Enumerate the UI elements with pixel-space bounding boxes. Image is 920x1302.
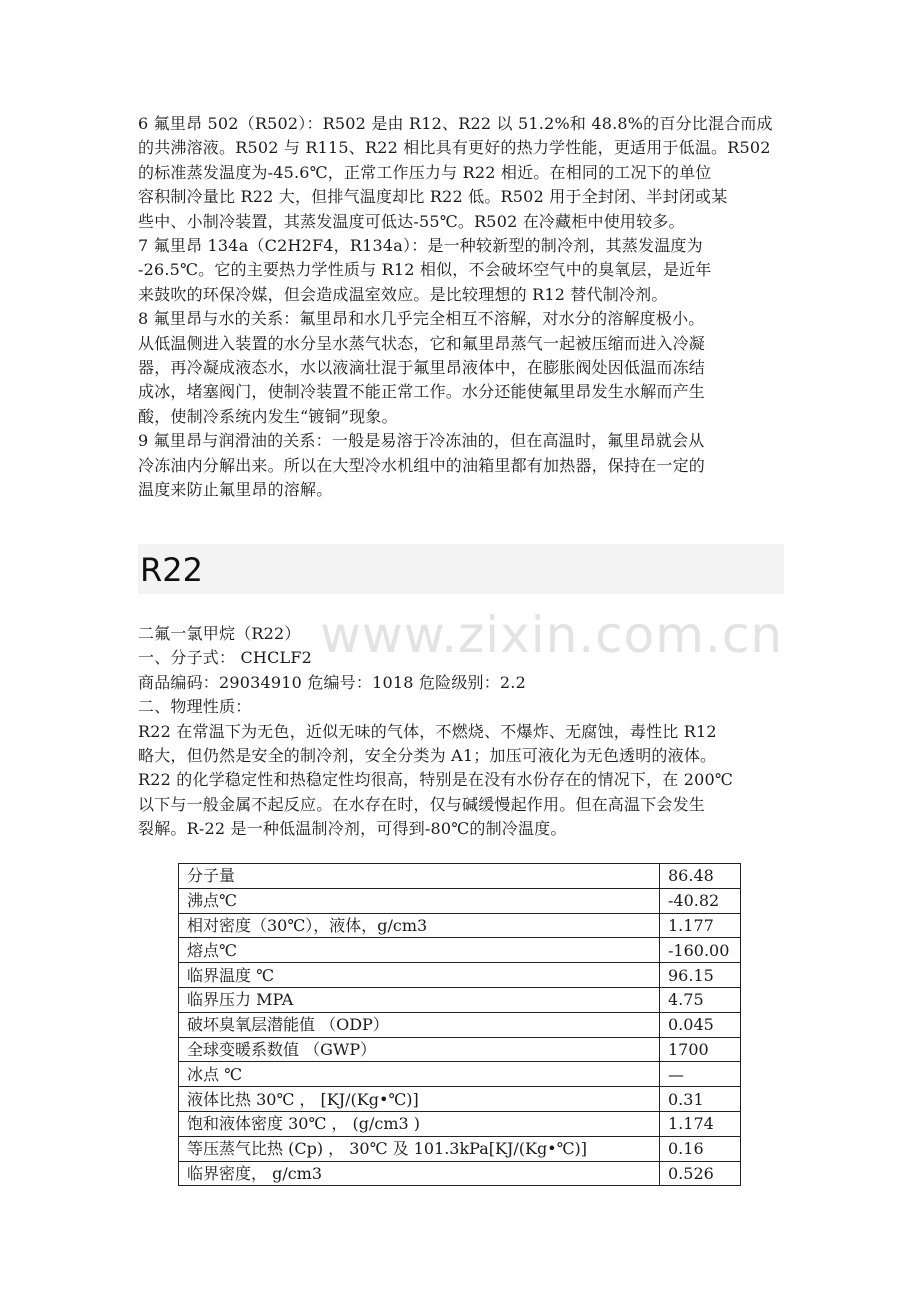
table-row (179, 1012, 741, 1037)
property-name: 临界密度， g/cm3 (179, 1161, 660, 1186)
text-line: 来鼓吹的环保冷媒，但会造成温室效应。是比较理想的 R12 替代制冷剂。 (138, 284, 668, 304)
property-value: 0.16 (660, 1136, 741, 1161)
table-row (179, 1062, 741, 1087)
property-value: 1.177 (660, 913, 741, 938)
property-name: 冰点 ℃ (179, 1062, 660, 1087)
text-line: 酸，使制冷系统内发生“镀铜”现象。 (138, 406, 398, 426)
section-heading (138, 544, 784, 594)
table-row (179, 1161, 741, 1186)
table-row (179, 1037, 741, 1062)
property-name: 分子量 (179, 864, 660, 889)
text-line: 7 氟里昂 134a（C2H2F4，R134a）：是一种较新型的制冷剂，其蒸发温度为 (138, 236, 703, 256)
property-value: 1.174 (660, 1111, 741, 1136)
text-line: 9 氟里昂与润滑油的关系：一般是易溶于冷冻油的，但在高温时，氟里昂就会从 (138, 431, 705, 451)
property-name: 饱和液体密度 30℃ ， (g/cm3 ) (179, 1111, 660, 1136)
table-row (179, 1111, 741, 1136)
text-line: 容积制冷量比 R22 大，但排气温度却比 R22 低。R502 用于全封闭、半封闭或某 (138, 187, 728, 207)
text-line: 成冰，堵塞阀门，使制冷装置不能正常工作。水分还能使氟里昂发生水解而产生 (138, 382, 706, 402)
heading-title: R22 (140, 551, 203, 589)
table-row (179, 987, 741, 1012)
property-value: -40.82 (660, 888, 741, 913)
property-value: — (660, 1062, 741, 1087)
property-name: 相对密度（30℃），液体，g/cm3 (179, 913, 660, 938)
table-row (179, 888, 741, 913)
property-name: 等压蒸气比热 (Cp) ， 30℃ 及 101.3kPa[KJ/(Kg•℃)] (179, 1136, 660, 1161)
table-row (179, 913, 741, 938)
text-line: -26.5℃。它的主要热力学性质与 R12 相似，不会破坏空气中的臭氧层，是近年 (138, 260, 712, 280)
text-line: 一、分子式： CHCLF2 (138, 648, 313, 668)
property-name: 破坏臭氧层潜能值 （ODP） (179, 1012, 660, 1037)
property-value: 0.526 (660, 1161, 741, 1186)
watermark: www.zixin.com.cn (320, 606, 784, 664)
property-value: 86.48 (660, 864, 741, 889)
table-row (179, 1136, 741, 1161)
text-line: 略大，但仍然是安全的制冷剂，安全分类为 A1；加压可液化为无色透明的液体。 (138, 746, 717, 766)
text-line: 些中、小制冷装置，其蒸发温度可低达-55℃。R502 在冷藏柜中使用较多。 (138, 211, 685, 231)
text-line: R22 在常温下为无色，近似无味的气体，不燃烧、不爆炸、无腐蚀，毒性比 R12 (138, 721, 717, 741)
property-value: -160.00 (660, 938, 741, 963)
property-value: 4.75 (660, 987, 741, 1012)
section1-paragraph (138, 112, 788, 503)
table-row (179, 864, 741, 889)
text-line: 商品编码：29034910 危编号：1018 危险级别：2.2 (138, 672, 526, 692)
property-name: 液体比热 30℃ ， [KJ/(Kg•℃)] (179, 1087, 660, 1112)
section2-paragraph (138, 622, 788, 842)
property-name: 临界压力 MPA (179, 987, 660, 1012)
property-value: 96.15 (660, 963, 741, 988)
table-row (179, 938, 741, 963)
property-value: 1700 (660, 1037, 741, 1062)
properties-table (178, 863, 741, 1186)
text-line: 8 氟里昂与水的关系：氟里昂和水几乎完全相互不溶解，对水分的溶解度极小。 (138, 309, 705, 329)
text-line: 裂解。R-22 是一种低温制冷剂，可得到-80℃的制冷温度。 (138, 819, 567, 839)
text-line: 的共沸溶液。R502 与 R115、R22 相比具有更好的热力学性能，更适用于低温。R502 (138, 138, 771, 158)
table-row (179, 1087, 741, 1112)
text-line: 的标准蒸发温度为-45.6℃，正常工作压力与 R22 相近。在相同的工况下的单位 (138, 162, 712, 182)
text-line: 器，再冷凝成液态水，水以液滴壮混于氟里昂液体中，在膨胀阀处因低温而冻结 (138, 358, 706, 378)
text-line: 从低温侧进入装置的水分呈水蒸气状态，它和氟里昂蒸气一起被压缩而进入冷凝 (138, 333, 706, 353)
text-line: 冷冻油内分解出来。所以在大型冷水机组中的油箱里都有加热器，保持在一定的 (138, 455, 706, 475)
property-name: 沸点℃ (179, 888, 660, 913)
text-line: 温度来防止氟里昂的溶解。 (138, 480, 333, 500)
property-value: 0.045 (660, 1012, 741, 1037)
text-line: R22 的化学稳定性和热稳定性均很高，特别是在没有水份存在的情况下，在 200℃ (138, 770, 734, 790)
text-line: 二氟一氯甲烷（R22） (138, 624, 301, 643)
property-name: 熔点℃ (179, 938, 660, 963)
text-line: 6 氟里昂 502（R502）：R502 是由 R12、R22 以 51.2%和 48.8%的百分比混合而成 (138, 114, 773, 133)
text-line: 二、物理性质： (138, 697, 252, 717)
text-line: 以下与一般金属不起反应。在水存在时，仅与碱缓慢起作用。但在高温下会发生 (138, 794, 706, 814)
property-name: 全球变暖系数值 （GWP） (179, 1037, 660, 1062)
table-row (179, 963, 741, 988)
property-name: 临界温度 ℃ (179, 963, 660, 988)
property-value: 0.31 (660, 1087, 741, 1112)
